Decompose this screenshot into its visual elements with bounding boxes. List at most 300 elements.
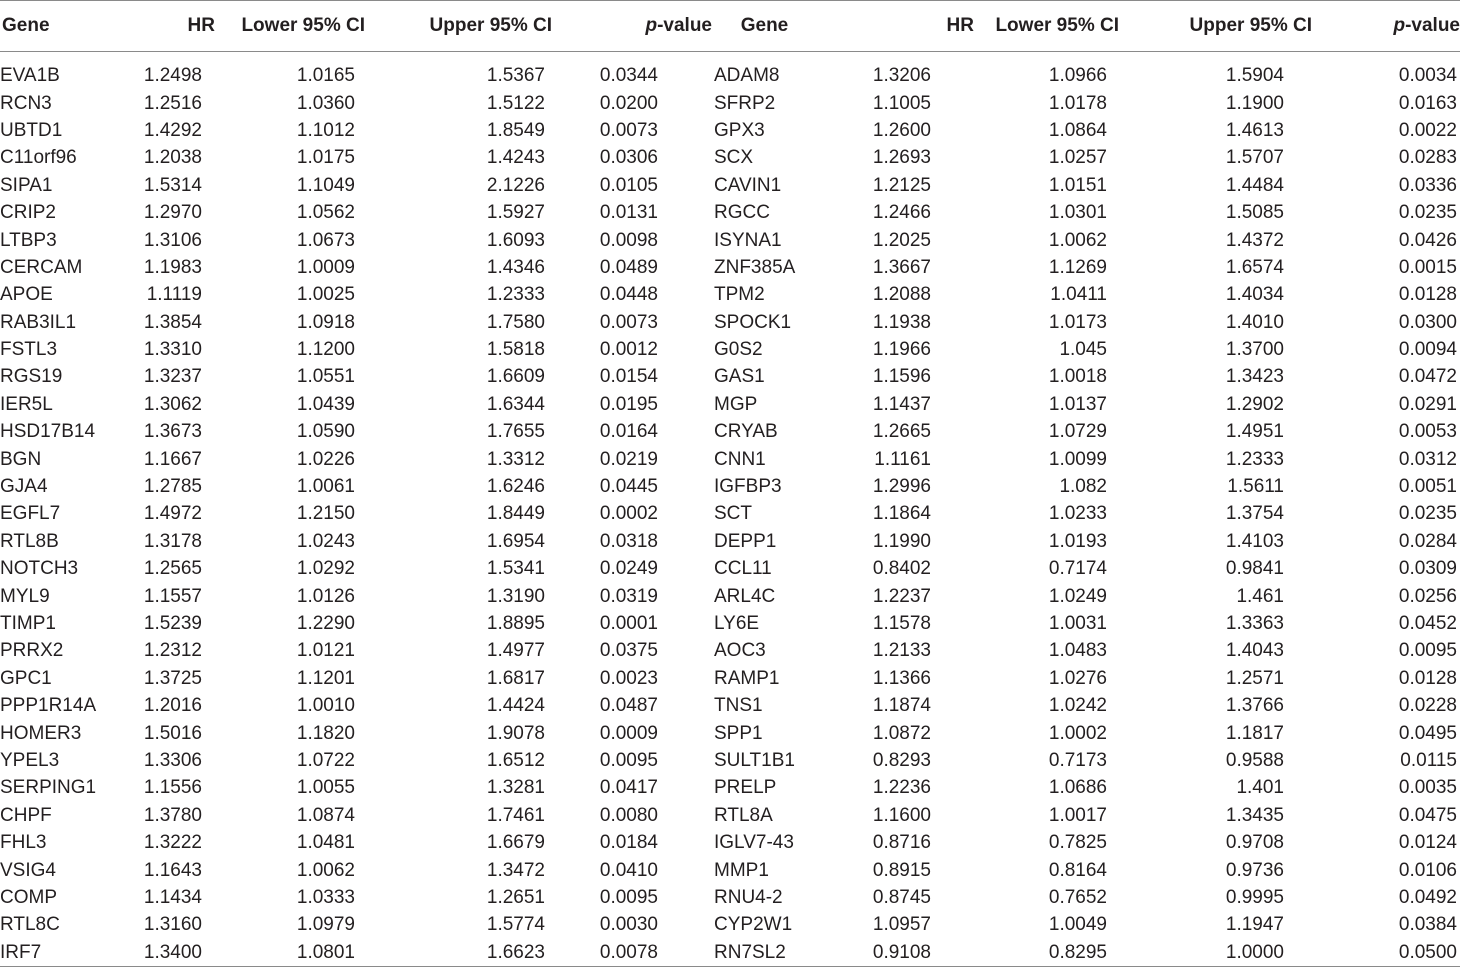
right-hr-cell: 0.8402 [872, 558, 931, 580]
right-hr-cell: 0.8716 [872, 832, 931, 854]
table-row [0, 281, 1460, 308]
left-p-value-cell: 0.0030 [599, 914, 658, 936]
right-hr-cell: 1.2025 [872, 229, 931, 251]
left-upper-ci-cell: 1.4346 [486, 256, 545, 278]
right-p-value-cell: 0.0124 [1398, 832, 1457, 854]
left-hr-cell: 1.4972 [143, 503, 202, 525]
left-lower-ci-cell: 1.0722 [296, 749, 355, 771]
right-lower-ci-cell: 1.0018 [1048, 366, 1107, 388]
left-p-value-cell: 0.0417 [599, 777, 658, 799]
left-upper-ci-cell: 1.9078 [486, 722, 545, 744]
left-gene-cell: VSIG4 [0, 859, 56, 881]
left-hr-cell: 1.3780 [143, 804, 202, 826]
right-lower-ci-cell: 1.0249 [1048, 585, 1107, 607]
left-lower-ci-cell: 1.0801 [215, 939, 365, 967]
table-row [0, 911, 1460, 938]
left-p-value-cell: 0.0131 [599, 202, 658, 224]
right-gene-cell: GPX3 [714, 119, 765, 141]
table-row [0, 637, 1460, 664]
right-lower-ci-cell: 1.0257 [1048, 147, 1107, 169]
left-upper-ci-cell: 1.4243 [486, 147, 545, 169]
right-upper-ci-cell: 0.9588 [1225, 749, 1284, 771]
left-lower-ci-cell: 1.0062 [296, 859, 355, 881]
right-upper-ci-cell: 1.4043 [1225, 640, 1284, 662]
left-hr-cell: 1.2785 [143, 476, 202, 498]
table-row [0, 363, 1460, 390]
left-lower-ci-cell: 1.1820 [296, 722, 355, 744]
right-lower-ci-cell: 1.045 [1059, 339, 1107, 361]
right-hr-cell: 1.1366 [872, 667, 931, 689]
right-p-value-cell: 0.0115 [1400, 749, 1457, 771]
right-p-value-cell: 0.0035 [1398, 777, 1457, 799]
right-lower-ci-cell: 1.0193 [1048, 530, 1107, 552]
left-gene-cell: IER5L [0, 393, 53, 415]
left-gene-cell: FSTL3 [0, 339, 58, 361]
right-lower-ci-cell: 1.0099 [1048, 448, 1107, 470]
left-p-value-cell: 0.0105 [599, 174, 658, 196]
table-row [0, 747, 1460, 774]
right-hr-cell: 1.3206 [872, 65, 931, 87]
right-gene-cell: IGLV7-43 [714, 832, 794, 854]
left-gene-cell: GPC1 [0, 667, 52, 689]
left-hr-cell: 1.2498 [143, 65, 202, 87]
right-upper-ci-cell: 1.2902 [1225, 393, 1284, 415]
table-row [0, 418, 1460, 445]
left-p-value-cell: 0.0012 [599, 339, 658, 361]
right-upper-ci-cell: 1.4034 [1225, 284, 1284, 306]
right-hr-cell: 1.1874 [872, 695, 931, 717]
left-p-value-cell: 0.0073 [599, 311, 658, 333]
right-upper-ci-cell: 1.401 [1236, 777, 1284, 799]
left-hr-cell: 1.3178 [143, 530, 202, 552]
left-p-value-cell: 0.0195 [599, 393, 658, 415]
table-row [0, 719, 1460, 746]
right-lower-ci-cell: 0.7174 [1048, 558, 1107, 580]
right-hr-cell: 1.2125 [872, 174, 931, 196]
left-lower-ci-cell: 1.0292 [296, 558, 355, 580]
right-hr-cell: 1.2600 [872, 119, 931, 141]
table-row [0, 309, 1460, 336]
right-hr-cell: 1.1578 [872, 613, 931, 634]
left-hr-cell: 1.3725 [143, 667, 202, 689]
left-lower-ci-cell: 1.0226 [296, 448, 355, 470]
left-upper-ci-cell: 1.3472 [486, 859, 545, 881]
right-lower-ci-cell: 1.0411 [1050, 284, 1107, 306]
left-p-value-cell: 0.0080 [599, 804, 658, 826]
table-row [0, 254, 1460, 281]
left-upper-ci-cell: 1.3190 [486, 585, 545, 607]
left-gene-cell: RGS19 [0, 366, 63, 388]
left-lower-ci-cell: 1.0333 [296, 886, 355, 908]
header-p-rest: -value [657, 15, 712, 36]
right-gene-cell: ADAM8 [714, 65, 780, 87]
left-p-value-cell: 0.0073 [599, 119, 658, 141]
right-lower-ci-cell: 1.0002 [1048, 722, 1107, 744]
left-p-value-cell: 0.0487 [599, 695, 658, 717]
right-p-value-cell: 0.0336 [1398, 174, 1457, 196]
right-p-value-cell: 0.0312 [1398, 448, 1457, 470]
table-row [0, 582, 1460, 609]
right-p-value-cell: 0.0106 [1398, 859, 1457, 881]
right-gene-cell: IGFBP3 [714, 476, 782, 498]
right-upper-ci-cell: 1.1817 [1225, 722, 1284, 744]
table-row [0, 610, 1460, 637]
right-hr-cell: 1.2466 [872, 202, 931, 224]
left-lower-ci-cell: 1.0551 [296, 366, 355, 388]
right-hr-cell: 1.2088 [872, 284, 931, 306]
left-gene-cell: COMP [0, 886, 57, 908]
right-lower-ci-cell: 0.8295 [974, 939, 1119, 967]
right-lower-ci-cell: 1.0301 [1048, 202, 1107, 224]
left-lower-ci-cell: 1.0055 [296, 777, 355, 799]
header-hr-right: HR [817, 1, 974, 52]
header-upper-ci-left: Upper 95% CI [365, 1, 552, 52]
right-lower-ci-cell: 1.0483 [1048, 640, 1107, 662]
header-upper-ci-right: Upper 95% CI [1119, 1, 1312, 52]
right-lower-ci-cell: 0.7173 [1048, 749, 1107, 771]
right-p-value-cell: 0.0228 [1398, 695, 1457, 717]
right-gene-cell: ARL4C [714, 585, 776, 607]
left-p-value-cell: 0.0164 [599, 421, 658, 443]
left-hr-cell: 1.2970 [143, 202, 202, 224]
right-gene-cell: ISYNA1 [714, 229, 782, 251]
left-lower-ci-cell: 1.0439 [296, 393, 355, 415]
right-lower-ci-cell: 1.0864 [1048, 119, 1107, 141]
left-p-value-cell: 0.0154 [599, 366, 658, 388]
left-upper-ci-cell: 2.1226 [486, 174, 545, 196]
right-lower-ci-cell: 1.0151 [1048, 174, 1107, 196]
left-hr-cell: 1.3160 [143, 914, 202, 936]
right-gene-cell: CAVIN1 [714, 174, 782, 196]
right-hr-cell: 0.8745 [872, 886, 931, 908]
left-upper-ci-cell: 1.2333 [486, 284, 545, 306]
right-lower-ci-cell: 1.0137 [1048, 393, 1107, 415]
right-gene-cell: RNU4-2 [714, 886, 783, 908]
left-upper-ci-cell: 1.4424 [486, 695, 545, 717]
table-row [0, 500, 1460, 527]
right-lower-ci-cell: 1.0178 [1048, 92, 1107, 114]
table-row [0, 856, 1460, 883]
header-hr-left: HR [130, 1, 215, 52]
right-upper-ci-cell: 1.5611 [1227, 476, 1284, 498]
right-upper-ci-cell: 1.3423 [1225, 366, 1284, 388]
right-p-value-cell: 0.0094 [1398, 339, 1457, 361]
left-hr-cell: 1.5239 [143, 613, 202, 634]
left-hr-cell: 1.3222 [143, 832, 202, 854]
left-p-value-cell: 0.0095 [599, 749, 658, 771]
left-gene-cell: SIPA1 [0, 174, 53, 196]
left-lower-ci-cell: 1.0874 [296, 804, 355, 826]
left-gene-cell: SERPING1 [0, 777, 97, 799]
right-upper-ci-cell: 1.4103 [1225, 530, 1284, 552]
table-row [0, 226, 1460, 253]
left-p-value-cell: 0.0078 [552, 939, 712, 967]
left-upper-ci-cell: 1.6623 [365, 939, 552, 967]
left-upper-ci-cell: 1.6093 [486, 229, 545, 251]
right-gene-cell: RGCC [714, 202, 770, 224]
left-lower-ci-cell: 1.0009 [296, 256, 355, 278]
table-row [0, 802, 1460, 829]
left-gene-cell: C11orf96 [0, 147, 77, 169]
left-gene-cell: CERCAM [0, 256, 83, 278]
left-gene-cell: HSD17B14 [0, 421, 96, 443]
left-upper-ci-cell: 1.8549 [486, 119, 545, 141]
right-gene-cell: GAS1 [714, 366, 765, 388]
right-gene-cell: RAMP1 [714, 667, 780, 689]
table-row [0, 884, 1460, 911]
right-p-value-cell: 0.0283 [1398, 147, 1457, 169]
right-lower-ci-cell: 1.0049 [1048, 914, 1107, 936]
left-upper-ci-cell: 1.6512 [486, 749, 545, 771]
left-hr-cell: 1.1119 [146, 284, 202, 306]
left-gene-cell: PPP1R14A [0, 695, 97, 717]
left-p-value-cell: 0.0002 [599, 503, 658, 525]
left-upper-ci-cell: 1.5122 [486, 92, 545, 114]
right-p-value-cell: 0.0384 [1398, 914, 1457, 936]
right-p-value-cell: 0.0495 [1398, 722, 1457, 744]
right-gene-cell: SULT1B1 [714, 749, 795, 771]
left-hr-cell: 1.3673 [143, 421, 202, 443]
right-upper-ci-cell: 1.461 [1236, 585, 1284, 607]
table-row [0, 117, 1460, 144]
table-row [0, 939, 1460, 967]
right-hr-cell: 1.1596 [872, 366, 931, 388]
right-lower-ci-cell: 0.7825 [1048, 832, 1107, 854]
right-upper-ci-cell: 1.2333 [1225, 448, 1284, 470]
left-lower-ci-cell: 1.0243 [296, 530, 355, 552]
left-upper-ci-cell: 1.5927 [486, 202, 545, 224]
right-p-value-cell: 0.0256 [1398, 585, 1457, 607]
left-upper-ci-cell: 1.4977 [486, 640, 545, 662]
table-row [0, 199, 1460, 226]
table-row [0, 445, 1460, 472]
left-hr-cell: 1.1434 [143, 886, 202, 908]
left-lower-ci-cell: 1.0126 [296, 585, 355, 607]
left-p-value-cell: 0.0489 [599, 256, 658, 278]
table-row [0, 62, 1460, 89]
left-lower-ci-cell: 1.0175 [296, 147, 355, 169]
left-lower-ci-cell: 1.1049 [296, 174, 355, 196]
left-p-value-cell: 0.0318 [599, 530, 658, 552]
left-lower-ci-cell: 1.1012 [296, 119, 355, 141]
left-upper-ci-cell: 1.5818 [486, 339, 545, 361]
right-hr-cell: 1.3667 [872, 256, 931, 278]
right-p-value-cell: 0.0053 [1398, 421, 1457, 443]
left-hr-cell: 1.1667 [143, 448, 202, 470]
table-row [0, 555, 1460, 582]
header-pvalue-right [1312, 1, 1460, 52]
header-gene-left: Gene [0, 1, 130, 52]
left-gene-cell: PRRX2 [0, 640, 64, 662]
right-hr-cell: 1.1005 [872, 92, 931, 114]
right-p-value-cell: 0.0163 [1398, 92, 1457, 114]
left-upper-ci-cell: 1.8895 [486, 613, 545, 634]
right-hr-cell: 1.1437 [872, 393, 931, 415]
right-upper-ci-cell: 1.4484 [1225, 174, 1284, 196]
right-p-value-cell: 0.0472 [1398, 366, 1457, 388]
header-gene-right: Gene [712, 1, 817, 52]
left-upper-ci-cell: 1.6679 [486, 832, 545, 854]
left-upper-ci-cell: 1.6817 [486, 667, 545, 689]
right-hr-cell: 1.2665 [872, 421, 931, 443]
right-p-value-cell: 0.0500 [1312, 939, 1460, 967]
left-p-value-cell: 0.0375 [599, 640, 658, 662]
left-lower-ci-cell: 1.1201 [296, 667, 355, 689]
right-gene-cell: TPM2 [714, 284, 765, 306]
left-p-value-cell: 0.0009 [599, 722, 658, 744]
right-upper-ci-cell: 1.4372 [1225, 229, 1284, 251]
left-hr-cell: 1.5314 [143, 174, 202, 196]
right-p-value-cell: 0.0492 [1398, 886, 1457, 908]
left-hr-cell: 1.3306 [143, 749, 202, 771]
right-gene-cell: MMP1 [714, 859, 769, 881]
right-hr-cell: 1.1966 [872, 339, 931, 361]
left-gene-cell: EVA1B [0, 65, 60, 87]
left-hr-cell: 1.1983 [143, 256, 202, 278]
right-upper-ci-cell: 0.9736 [1225, 859, 1284, 881]
left-p-value-cell: 0.0306 [599, 147, 658, 169]
right-p-value-cell: 0.0475 [1398, 804, 1457, 826]
left-upper-ci-cell: 1.7655 [486, 421, 545, 443]
right-upper-ci-cell: 0.9841 [1225, 558, 1284, 580]
right-hr-cell: 0.8915 [872, 859, 931, 881]
left-lower-ci-cell: 1.0481 [296, 832, 355, 854]
right-upper-ci-cell: 1.3363 [1225, 613, 1284, 634]
left-upper-ci-cell: 1.5774 [486, 914, 545, 936]
right-upper-ci-cell: 1.5707 [1225, 147, 1284, 169]
right-p-value-cell: 0.0034 [1398, 65, 1457, 87]
table-row [0, 665, 1460, 692]
left-p-value-cell: 0.0410 [599, 859, 658, 881]
right-lower-ci-cell: 1.0031 [1048, 613, 1107, 634]
right-lower-ci-cell: 1.1269 [1048, 256, 1107, 278]
left-upper-ci-cell: 1.6344 [486, 393, 545, 415]
right-upper-ci-cell: 1.3435 [1225, 804, 1284, 826]
right-lower-ci-cell: 1.0173 [1048, 311, 1107, 333]
left-gene-cell: RTL8B [0, 530, 59, 552]
table-body [0, 52, 1460, 967]
table-row [0, 336, 1460, 363]
left-gene-cell: IRF7 [0, 939, 130, 967]
left-gene-cell: RCN3 [0, 92, 52, 114]
table-row [0, 391, 1460, 418]
left-p-value-cell: 0.0095 [599, 886, 658, 908]
left-gene-cell: RTL8C [0, 914, 60, 936]
right-lower-ci-cell: 1.0729 [1048, 421, 1107, 443]
left-p-value-cell: 0.0200 [599, 92, 658, 114]
left-upper-ci-cell: 1.3312 [486, 448, 545, 470]
left-upper-ci-cell: 1.5341 [486, 558, 545, 580]
right-lower-ci-cell: 1.0242 [1048, 695, 1107, 717]
left-gene-cell: TIMP1 [0, 613, 56, 634]
header-row [0, 1, 1460, 52]
right-p-value-cell: 0.0128 [1398, 667, 1457, 689]
right-hr-cell: 1.0957 [872, 914, 931, 936]
right-lower-ci-cell: 1.0062 [1048, 229, 1107, 251]
left-gene-cell: RAB3IL1 [0, 311, 77, 333]
right-gene-cell: SPOCK1 [714, 311, 792, 333]
right-p-value-cell: 0.0022 [1398, 119, 1457, 141]
right-lower-ci-cell: 1.0233 [1048, 503, 1107, 525]
left-hr-cell: 1.3237 [143, 366, 202, 388]
left-hr-cell: 1.2016 [143, 695, 202, 717]
right-gene-cell: PRELP [714, 777, 777, 799]
left-lower-ci-cell: 1.0121 [296, 640, 355, 662]
left-gene-cell: HOMER3 [0, 722, 82, 744]
right-upper-ci-cell: 1.2571 [1225, 667, 1284, 689]
table-row [0, 144, 1460, 171]
right-upper-ci-cell: 1.0000 [1119, 939, 1312, 967]
right-upper-ci-cell: 0.9708 [1225, 832, 1284, 854]
left-hr-cell: 1.2565 [143, 558, 202, 580]
right-upper-ci-cell: 1.1947 [1225, 914, 1284, 936]
right-gene-cell: RTL8A [714, 804, 773, 826]
right-p-value-cell: 0.0015 [1398, 256, 1457, 278]
right-upper-ci-cell: 1.4613 [1225, 119, 1284, 141]
right-hr-cell: 1.1161 [874, 448, 931, 470]
right-gene-cell: SPP1 [714, 722, 763, 744]
right-gene-cell: RN7SL2 [712, 939, 817, 967]
right-gene-cell: CYP2W1 [714, 914, 793, 936]
left-hr-cell: 1.1643 [143, 859, 202, 881]
left-p-value-cell: 0.0448 [599, 284, 658, 306]
header-lower-ci-right: Lower 95% CI [974, 1, 1119, 52]
left-upper-ci-cell: 1.3281 [486, 777, 545, 799]
left-lower-ci-cell: 1.2150 [296, 503, 355, 525]
right-gene-cell: SCX [714, 147, 754, 169]
right-hr-cell: 0.8293 [872, 749, 931, 771]
right-hr-cell: 1.2236 [872, 777, 931, 799]
right-gene-cell: G0S2 [714, 339, 763, 361]
left-upper-ci-cell: 1.6246 [486, 476, 545, 498]
left-p-value-cell: 0.0098 [599, 229, 658, 251]
right-upper-ci-cell: 1.6574 [1225, 256, 1284, 278]
right-upper-ci-cell: 1.5904 [1225, 65, 1284, 87]
left-lower-ci-cell: 1.0010 [296, 695, 355, 717]
right-gene-cell: CCL11 [714, 558, 772, 580]
right-lower-ci-cell: 0.8164 [1048, 859, 1107, 881]
left-hr-cell: 1.2038 [143, 147, 202, 169]
table-row [0, 172, 1460, 199]
right-hr-cell: 1.1990 [872, 530, 931, 552]
right-gene-cell: AOC3 [714, 640, 766, 662]
left-p-value-cell: 0.0249 [599, 558, 658, 580]
right-hr-cell: 1.1600 [872, 804, 931, 826]
left-p-value-cell: 0.0001 [599, 613, 658, 634]
right-p-value-cell: 0.0452 [1398, 613, 1457, 634]
right-gene-cell: SCT [714, 503, 752, 525]
left-lower-ci-cell: 1.0918 [296, 311, 355, 333]
left-p-value-cell: 0.0023 [599, 667, 658, 689]
right-p-value-cell: 0.0095 [1398, 640, 1457, 662]
header-p-italic: p [645, 15, 658, 36]
right-gene-cell: DEPP1 [714, 530, 777, 552]
right-upper-ci-cell: 1.3700 [1225, 339, 1284, 361]
right-gene-cell: ZNF385A [714, 256, 796, 278]
left-gene-cell: UBTD1 [0, 119, 63, 141]
right-lower-ci-cell: 0.7652 [1048, 886, 1107, 908]
right-hr-cell: 1.2693 [872, 147, 931, 169]
left-upper-ci-cell: 1.6609 [486, 366, 545, 388]
right-hr-cell: 0.9108 [817, 939, 974, 967]
left-lower-ci-cell: 1.0590 [296, 421, 355, 443]
left-gene-cell: APOE [0, 284, 53, 306]
right-lower-ci-cell: 1.0276 [1048, 667, 1107, 689]
table-row [0, 774, 1460, 801]
right-upper-ci-cell: 1.4010 [1225, 311, 1284, 333]
left-hr-cell: 1.3106 [143, 229, 202, 251]
table-row [0, 692, 1460, 719]
